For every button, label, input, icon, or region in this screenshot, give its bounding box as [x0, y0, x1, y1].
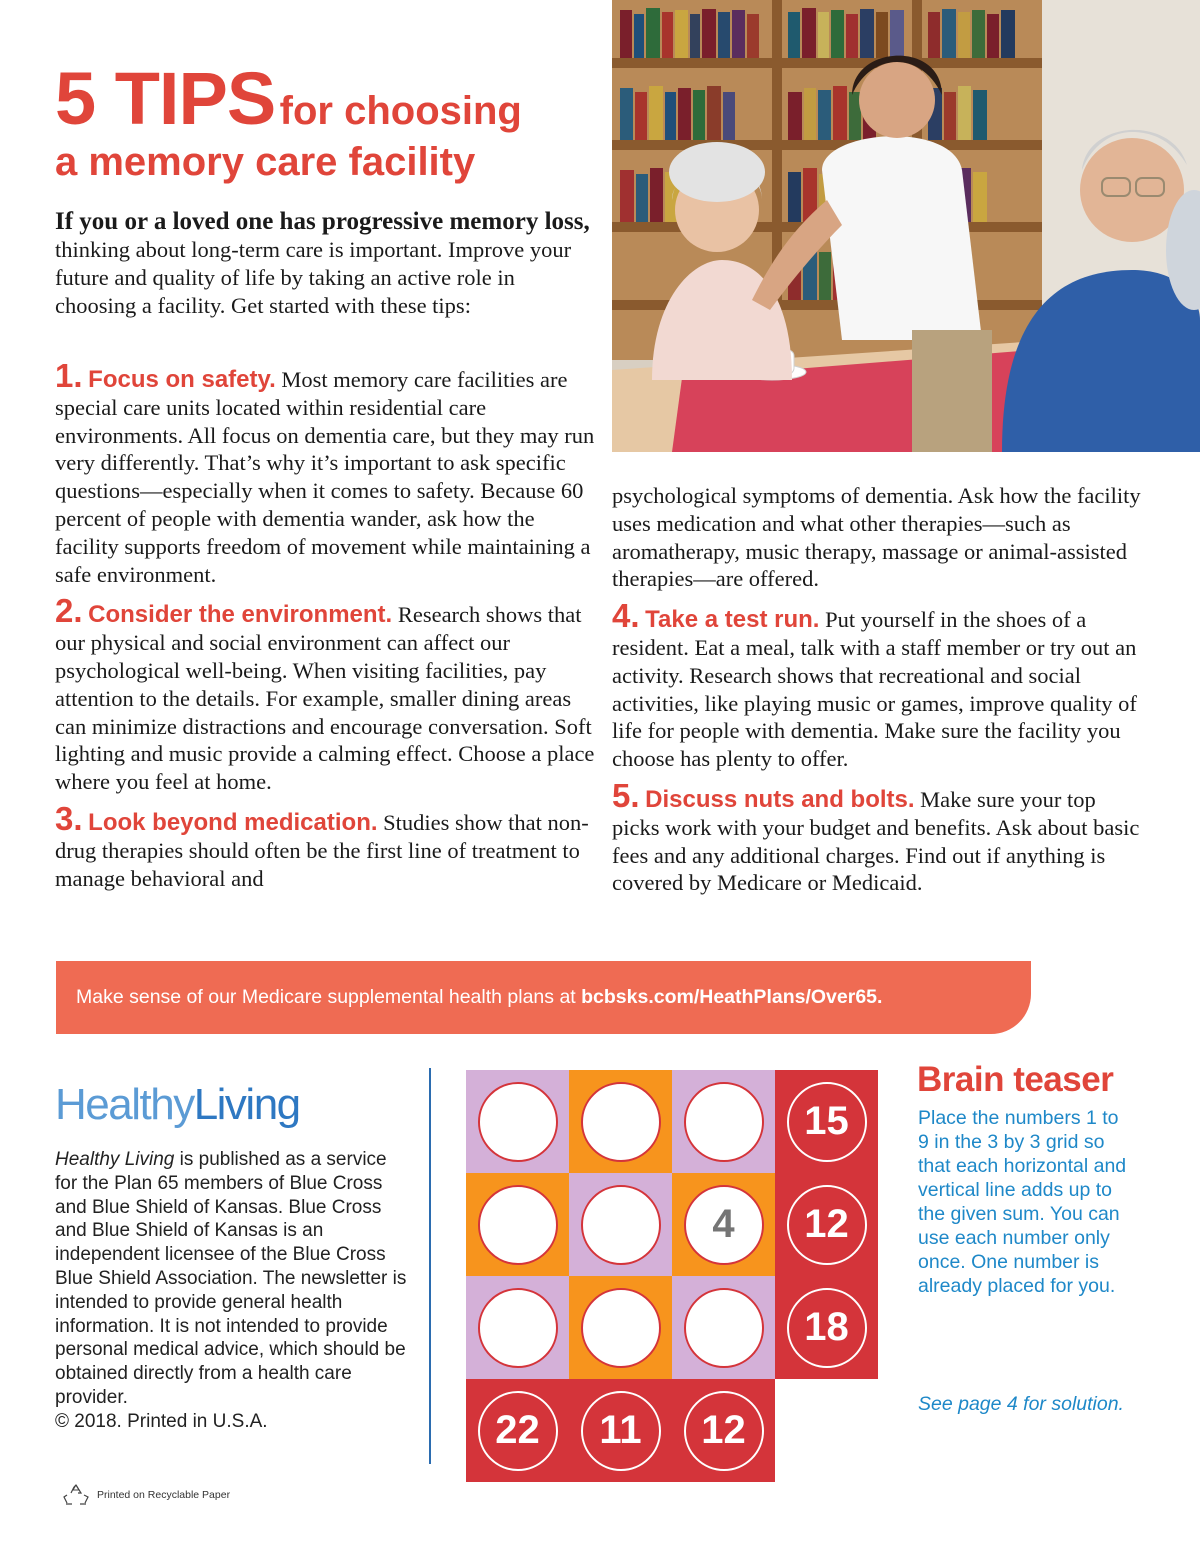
tip-1	[55, 357, 595, 588]
puzzle-sum-cell	[466, 1379, 569, 1482]
puzzle-sum-value: 11	[581, 1391, 661, 1471]
puzzle-cell	[569, 1070, 672, 1173]
page-title	[55, 57, 615, 184]
puzzle-cell-circle	[684, 1082, 764, 1162]
brain-teaser-title: Brain teaser	[917, 1060, 1114, 1099]
banner-text: Make sense of our Medicare supplemental health plans at	[76, 986, 582, 1008]
tip-1-text: Most memory care facilities are special care units located within residential care environments. All focus on dementia care, but they may run very differently. That’s why it’s important to ask specific questions—especially when it comes to safety. Because 60 percent of people with dementia wander, ask how the facility supports freedom of movement while maintaining a safe environment.	[55, 367, 595, 587]
title-line2: a memory care facility	[55, 140, 476, 184]
publication-notice	[55, 1148, 410, 1434]
tip-2-number: 2.	[55, 592, 83, 630]
tips-left-column	[55, 357, 595, 901]
title-small: for choosing	[279, 89, 522, 133]
puzzle-sum-value: 12	[684, 1391, 764, 1471]
tip-5-heading: Discuss nuts and bolts.	[645, 785, 915, 813]
puzzle-cell-circle	[581, 1288, 661, 1368]
puzzle-cell-circle	[478, 1185, 558, 1265]
intro-text: thinking about long-term care is important. Improve your future and quality of life by taking an active role in choosing a facility. Get started with these tips:	[55, 237, 572, 318]
tip-4-number: 4.	[612, 597, 640, 635]
recycle-icon	[63, 1483, 89, 1507]
healthy-living-logo	[55, 1080, 300, 1130]
puzzle-cell-circle	[581, 1185, 661, 1265]
copyright: © 2018. Printed in U.S.A.	[55, 1410, 268, 1432]
puzzle-cell	[672, 1070, 775, 1173]
tip-3-continued: psychological symptoms of dementia. Ask how the facility uses medication and what other therapies—such as aromatherapy, music therapy, massage or animal-assisted therapies—are offered.	[612, 483, 1141, 592]
puzzle-cell-circle	[478, 1082, 558, 1162]
puzzle-sum-cell	[775, 1276, 878, 1379]
puzzle-sum-cell	[672, 1379, 775, 1482]
publication-name: Healthy Living	[55, 1149, 175, 1170]
photo-illustration	[612, 0, 1200, 452]
tip-5-number: 5.	[612, 776, 640, 814]
puzzle-cell	[569, 1276, 672, 1379]
puzzle-cell-circle	[581, 1082, 661, 1162]
puzzle-sum-cell	[775, 1173, 878, 1276]
puzzle-cell	[672, 1276, 775, 1379]
tip-2	[55, 592, 595, 796]
tip-2-heading: Consider the environment.	[88, 601, 393, 629]
puzzle-sum-value: 12	[787, 1185, 867, 1265]
intro-bold: If you or a loved one has progressive memory loss,	[55, 208, 590, 235]
tips-right-column	[612, 482, 1147, 906]
tip-3-text: Studies show that non-drug therapies should often be the first line of treatment to manage behavioral and	[55, 809, 589, 891]
logo-part1: Healthy	[55, 1080, 194, 1129]
tip-1-heading: Focus on safety.	[88, 366, 276, 393]
tip-5	[612, 776, 1147, 897]
puzzle-cell	[672, 1173, 775, 1276]
tip-4	[612, 597, 1147, 773]
puzzle-sum-cell	[569, 1379, 672, 1482]
puzzle-sum-value: 22	[478, 1391, 558, 1471]
tip-4-text: Put yourself in the shoes of a resident. Eat a meal, talk with a staff member or try out an activity. Research shows that recreational and social activities, like playing music or games, improve quality of life for people with dementia. Make sure the facility you choose has plenty to offer.	[612, 607, 1137, 772]
brain-teaser-solution-note: See page 4 for solution.	[918, 1393, 1124, 1415]
tip-5-text: Make sure your top picks work with your budget and benefits. Ask about basic fees and any additional charges. Find out if anything is covered by Medicare or Medicaid.	[612, 786, 1140, 896]
tip-3-heading: Look beyond medication.	[88, 808, 378, 836]
tip-1-number: 1.	[55, 357, 83, 394]
logo-part2: Living	[193, 1080, 300, 1129]
tip-2-text: Research shows that our physical and social environment can affect our psychological well-being. When visiting facilities, pay attention to the details. For example, smaller dining areas can minimize distractions and encourage conversation. Soft lighting and music provide a calming effect. Choose a place where you feel at home.	[55, 602, 595, 795]
photo-caregiver-with-seniors	[612, 0, 1200, 452]
puzzle-sum-cell	[775, 1070, 878, 1173]
tip-3-number: 3.	[55, 799, 83, 837]
puzzle-cell	[466, 1070, 569, 1173]
recycle-notice	[63, 1483, 230, 1507]
tip-3	[55, 799, 595, 892]
puzzle-cell	[466, 1173, 569, 1276]
title-big: 5 TIPS	[55, 57, 276, 140]
puzzle-cell-circle	[478, 1288, 558, 1368]
medicare-banner	[56, 961, 1031, 1034]
banner-link[interactable]: bcbsks.com/HeathPlans/Over65.	[581, 986, 883, 1008]
puzzle-cell-circle: 4	[684, 1185, 764, 1265]
puzzle-sum-value: 15	[787, 1082, 867, 1162]
puzzle-cell	[569, 1173, 672, 1276]
column-divider	[429, 1068, 431, 1464]
puzzle-cell-circle	[684, 1288, 764, 1368]
publication-text: is published as a service for the Plan 65 members of Blue Cross and Blue Shield of Kansas. Blue Cross and Blue Shield of Kansas is an independent licensee of the Blue Cross Blue Shield Association. The newsletter is intended to provide general health information. It is not intended to provide personal medical advice, which should be obtained directly from a health care provider.	[55, 1149, 407, 1408]
puzzle-cell	[466, 1276, 569, 1379]
intro-paragraph	[55, 208, 590, 320]
puzzle-grid	[466, 1070, 876, 1466]
puzzle-sum-value: 18	[787, 1288, 867, 1368]
brain-teaser-instructions: Place the numbers 1 to 9 in the 3 by 3 grid so that each horizontal and vertical line adds up to the given sum. You can use each number only once. One number is already placed for you.	[918, 1107, 1127, 1297]
tip-4-heading: Take a test run.	[645, 606, 820, 634]
recycle-label: Printed on Recyclable Paper	[97, 1489, 231, 1501]
